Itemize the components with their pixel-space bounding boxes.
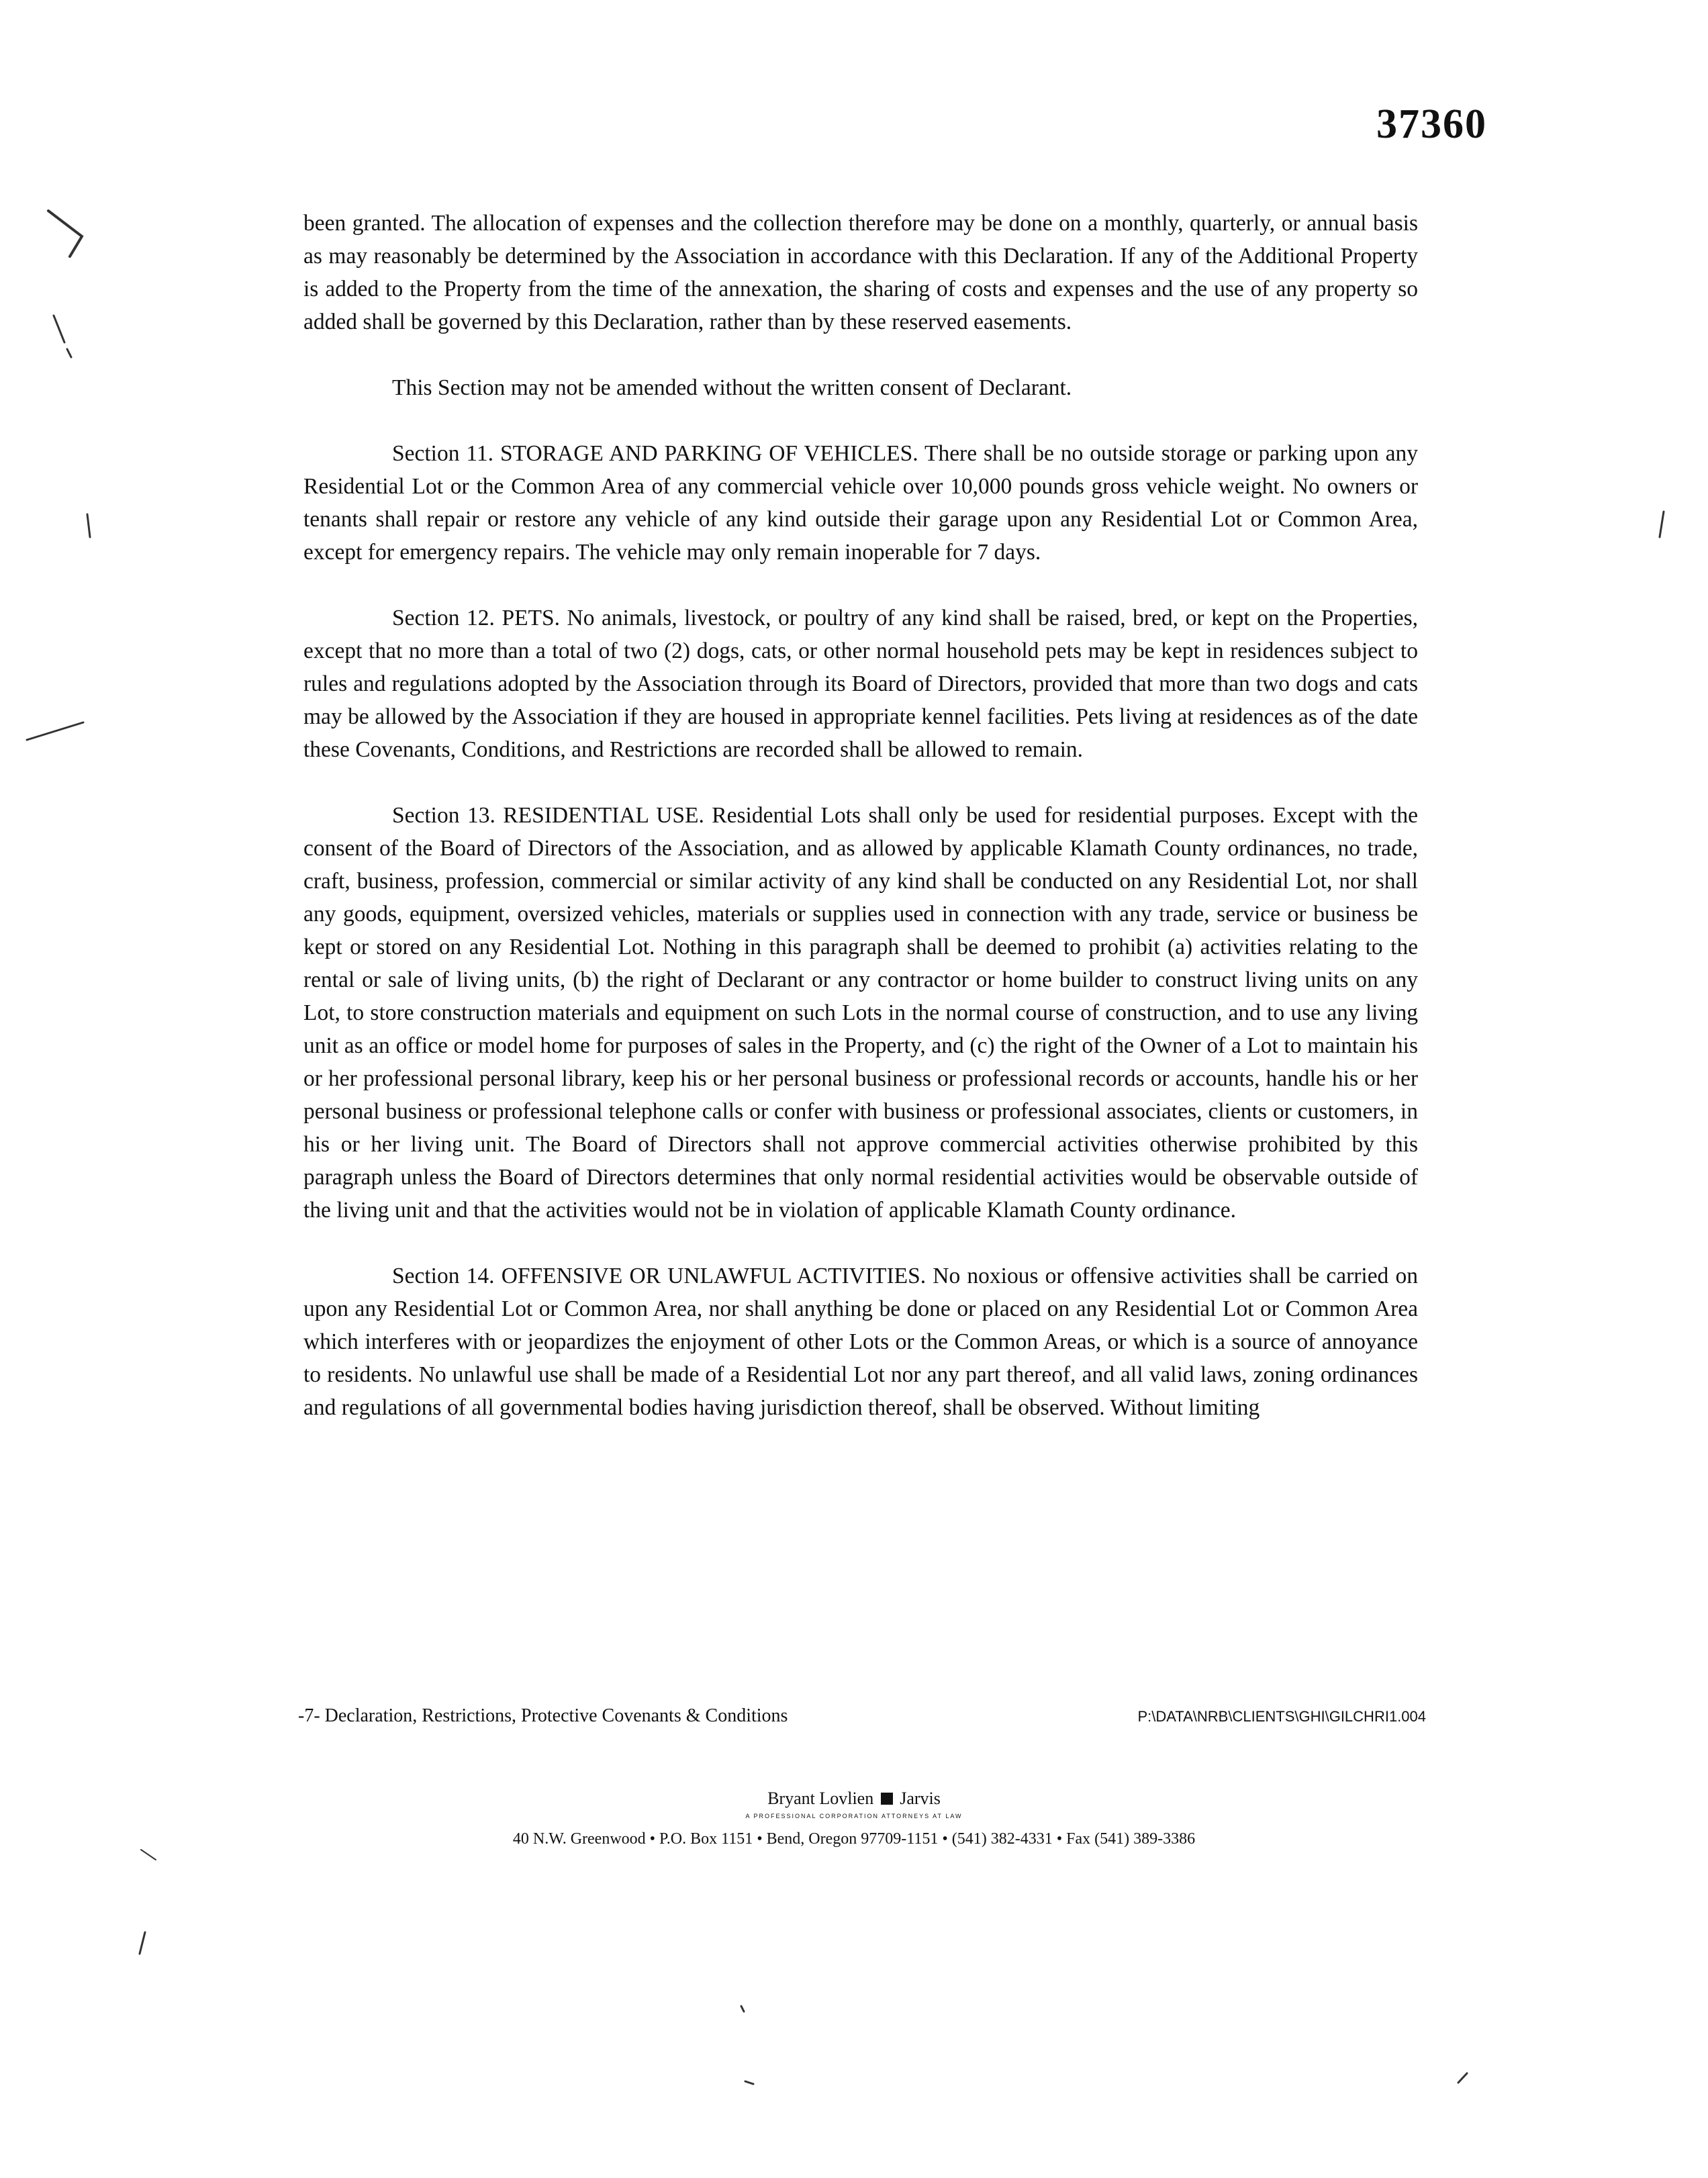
footer-title: -7- Declaration, Restrictions, Protective Covenants & Conditions [298, 1705, 788, 1726]
paragraph-amendment: This Section may not be amended without the written consent of Declarant. [392, 375, 1072, 400]
firm-name-part1: Bryant Lovlien [767, 1789, 874, 1808]
paragraph-section-13: Section 13. RESIDENTIAL USE. Residential Lots shall only be used for residential purposes. Except with the consent of the Board of Directors of the Association, and as allowed by applicable Klamath County ordinances, no trade, craft, business, profession, commercial or similar activity of any kind shall be conducted on any Residential Lot, nor shall any goods, equipment, oversized vehicles, materials or supplies used in connection with any trade, service or business be kept or stored on any Residential Lot. Nothing in this paragraph shall be deemed to prohibit (a) activities relating to the rental or sale of living units, (b) the right of Declarant or any contractor or home builder to construct living units on any Lot, to store construction materials and equipment on such Lots in the normal course of construction, and to use any living unit as an office or model home for purposes of sales in the Property, and (c) the right of the Owner of a Lot to maintain his or her professional personal library, keep his or her personal business or professional records or accounts, handle his or her personal business or professional telephone calls or confer with business or professional associates, clients or customers, in his or her living unit. The Board of Directors shall not approve commercial activities otherwise prohibited by this paragraph unless the Board of Directors determines that only normal residential activities would be observable outside of the living unit and that the activities would not be in violation of applicable Klamath County ordinance. [303, 803, 1418, 1223]
paragraph-section-14: Section 14. OFFENSIVE OR UNLAWFUL ACTIVITIES. No noxious or offensive activities shall be carried on upon any Residential Lot or Common Area, nor shall anything be done or placed on any Residential Lot or Common Area which interferes with or jeopardizes the enjoyment of other Lots or the Common Areas, or which is a source of annoyance to residents. No unlawful use shall be made of a Residential Lot nor any part thereof, and all valid laws, zoning ordinances and regulations of all governmental bodies having jurisdiction thereof, shall be observed. Without limiting [303, 1264, 1418, 1420]
page-number: 37360 [1376, 101, 1487, 147]
firm-subtitle: A PROFESSIONAL CORPORATION ATTORNEYS AT LAW [745, 1813, 963, 1819]
footer-file-path: P:\DATA\NRB\CLIENTS\GHI\GILCHRI1.004 [1137, 1708, 1426, 1725]
firm-address: 40 N.W. Greenwood • P.O. Box 1151 • Bend, Oregon 97709-1151 • (541) 382-4331 • Fax (541) 389-3386 [512, 1830, 1196, 1848]
paragraph-section-12: Section 12. PETS. No animals, livestock, or poultry of any kind shall be raised, bred, or kept on the Properties, except that no more than a total of two (2) dogs, cats, or other normal household pets may be kept in residences subject to rules and regulations adopted by the Association through its Board of Directors, provided that more than two dogs and cats may be allowed by the Association if they are housed in appropriate kennel facilities. Pets living at residences as of the date these Covenants, Conditions, and Restrictions are recorded shall be allowed to remain. [303, 606, 1418, 762]
firm-name-part2: Jarvis [900, 1789, 941, 1808]
paragraph-allocation: been granted. The allocation of expenses and the collection therefore may be done on a monthly, quarterly, or annual basis as may reasonably be determined by the Association in accordance with this Declaration. If any of the Additional Property is added to the Property from the time of the annexation, the sharing of costs and expenses and the use of any property so added shall be governed by this Declaration, rather than by these reserved easements. [303, 211, 1418, 334]
paragraph-section-11: Section 11. STORAGE AND PARKING OF VEHICLES. There shall be no outside storage or parking upon any Residential Lot or the Common Area of any commercial vehicle over 10,000 pounds gross vehicle weight. No owners or tenants shall repair or restore any vehicle of any kind outside their garage upon any Residential Lot or Common Area, except for emergency repairs. The vehicle may only remain inoperable for 7 days. [303, 441, 1418, 565]
